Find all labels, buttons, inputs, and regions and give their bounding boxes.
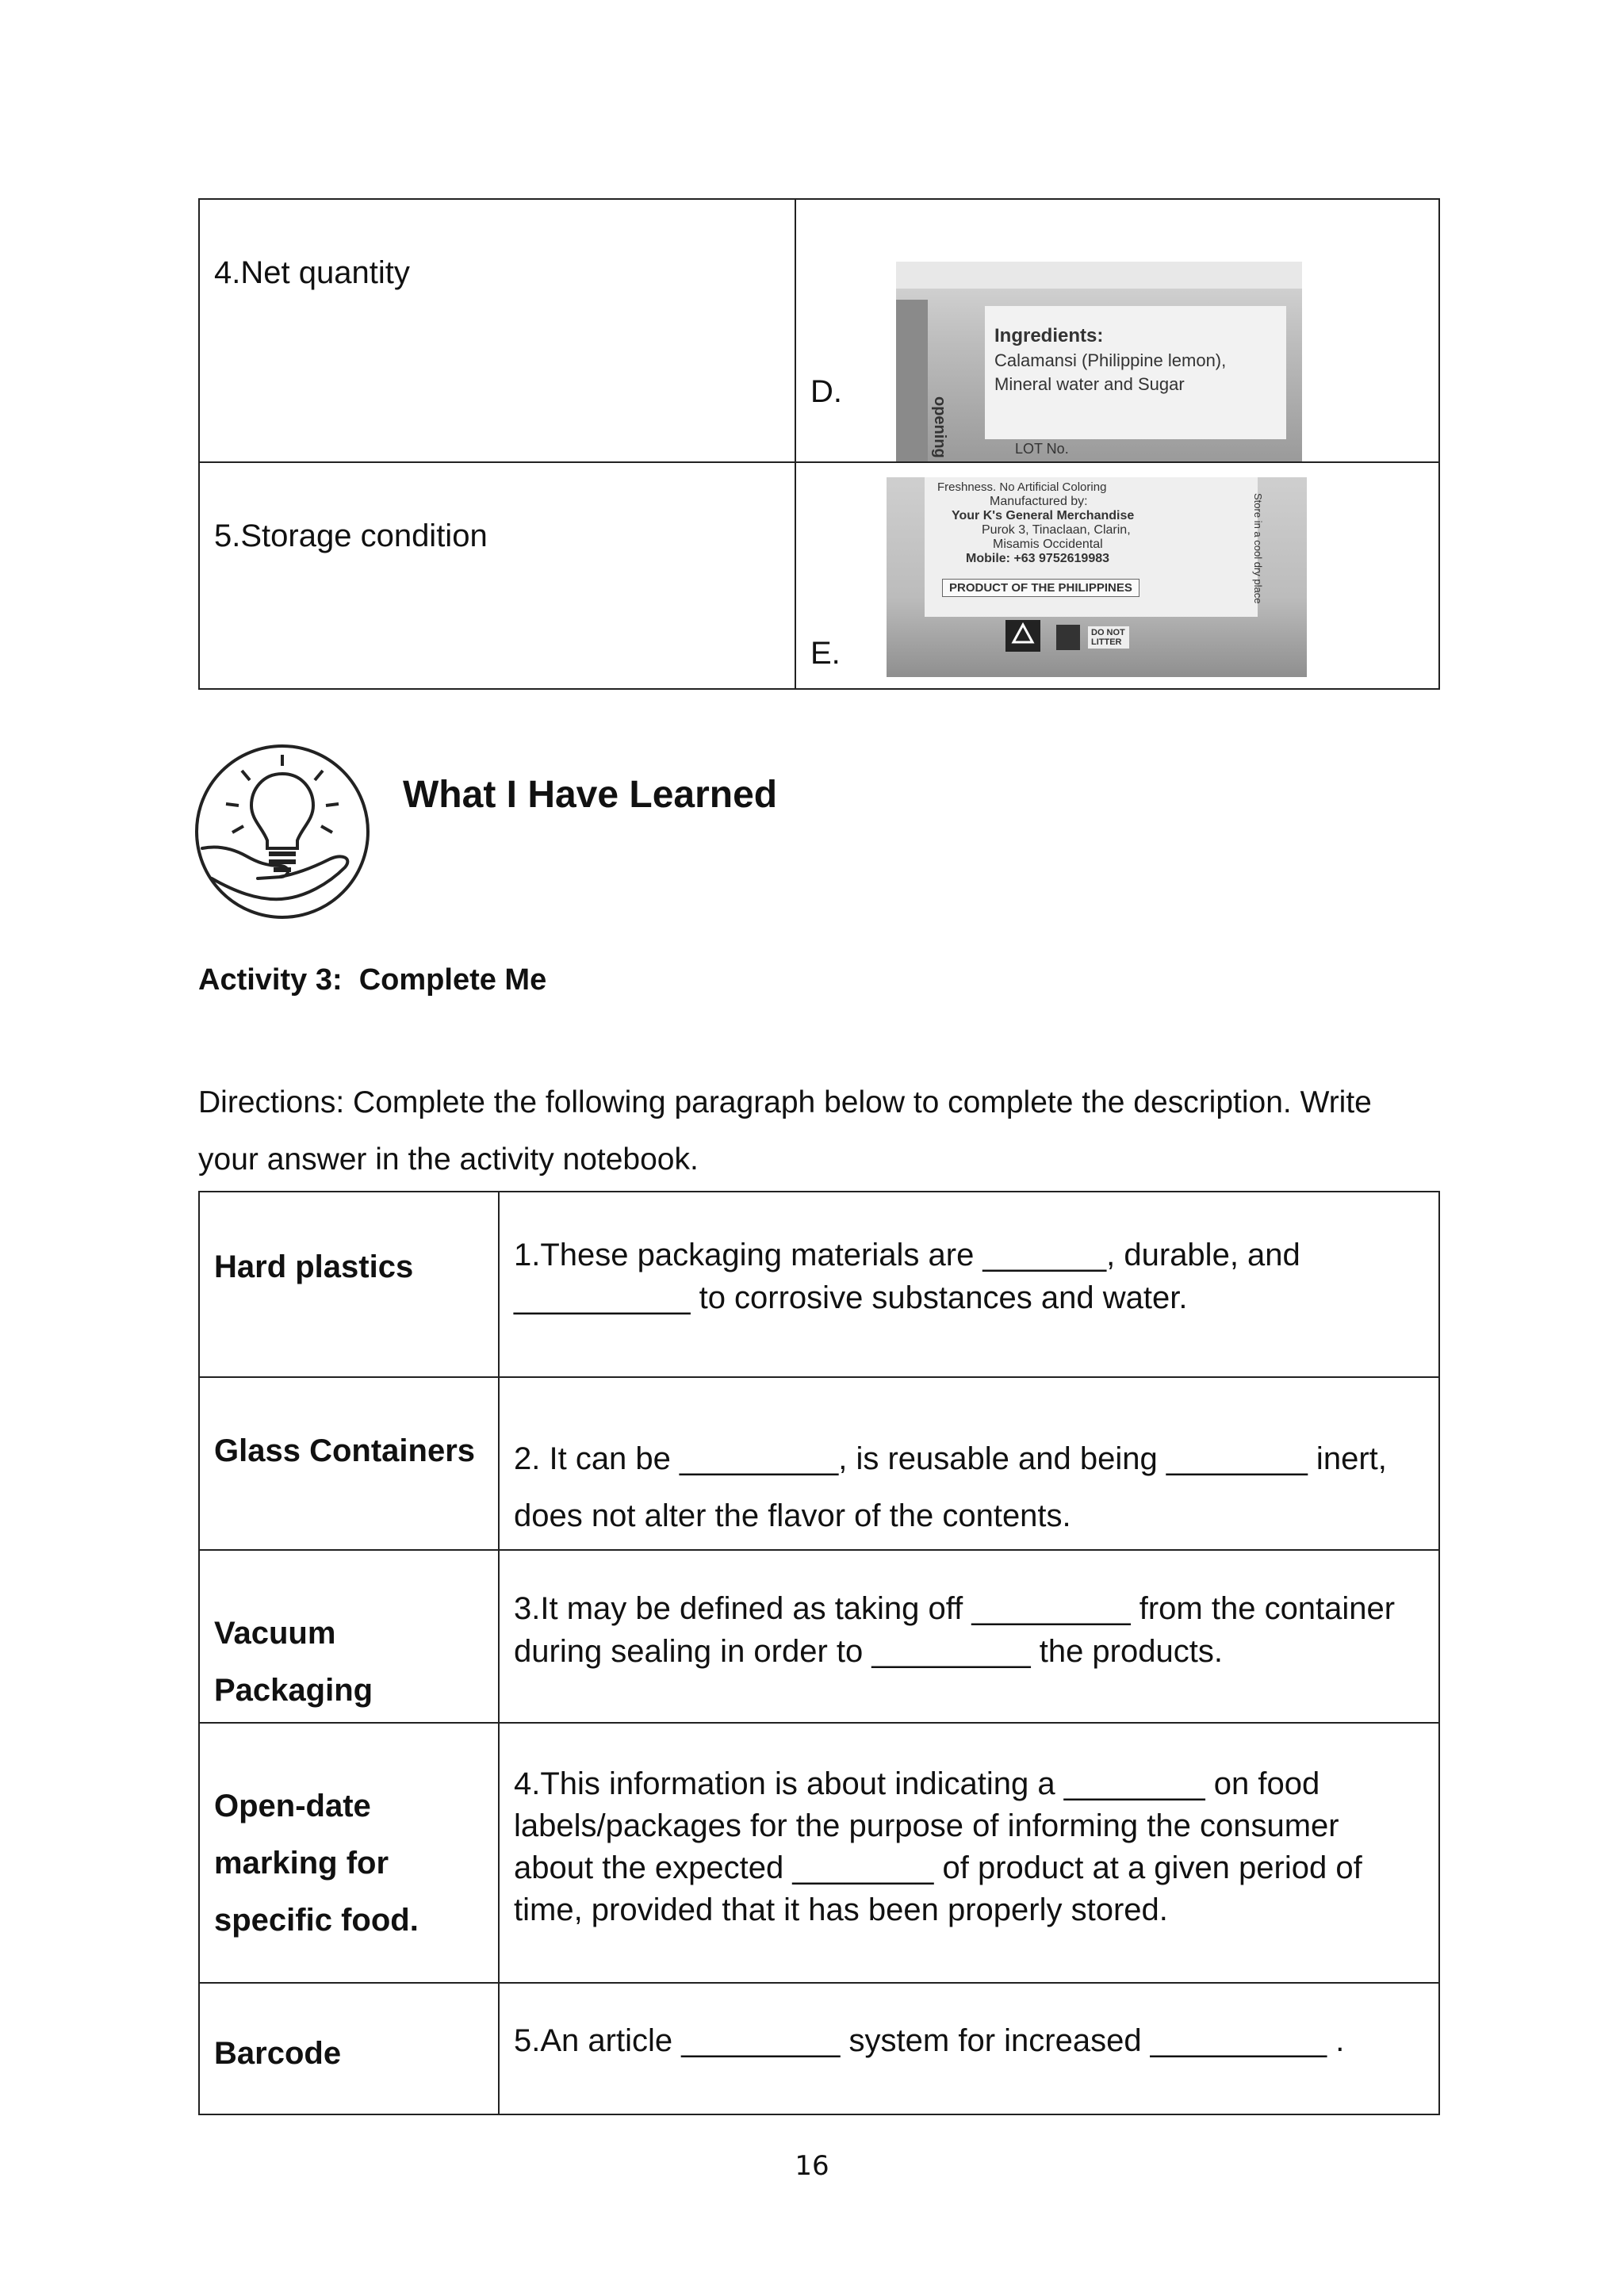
directions-text: Directions: Complete the following paragraph below to complete the description. Write your answer in the activity notebook. <box>198 1085 1372 1177</box>
table-row <box>199 1723 1439 1983</box>
table-row <box>199 1550 1439 1723</box>
complete-me-table <box>198 1191 1440 2115</box>
description-cell: 1.These packaging materials are _______, durable, and __________ to corrosive substances and water. <box>499 1192 1439 1377</box>
table-row <box>199 1377 1439 1550</box>
term-cell: Vacuum Packaging <box>199 1550 499 1723</box>
choice-letter: E. <box>810 636 841 671</box>
item-label: 4.Net quantity <box>214 255 410 290</box>
trash-bin-icon <box>1056 625 1080 650</box>
table-row <box>199 1983 1439 2114</box>
lightbulb-hand-icon <box>194 744 370 920</box>
term-cell: Hard plastics <box>199 1192 499 1377</box>
description-cell: 2. It can be _________, is reusable and being ________ inert, does not alter the flavor of the contents. <box>499 1377 1439 1550</box>
table-row <box>198 198 1440 463</box>
activity-title: Activity 3: Complete Me <box>198 963 547 997</box>
section-title: What I Have Learned <box>403 774 778 816</box>
item-label: 5.Storage condition <box>214 519 488 553</box>
term-cell: Barcode <box>199 1983 499 2114</box>
description-cell: 3.It may be defined as taking off _________ from the container during sealing in order to _________ the products. <box>499 1550 1439 1723</box>
term-cell: Open-date marking for specific food. <box>199 1723 499 1983</box>
description-cell: 4.This information is about indicating a ________ on food labels/packages for the purpose of informing the consumer about the expected ________ of product at a given period of time, provided that it has been properly stored. <box>499 1723 1439 1983</box>
table-row <box>199 1192 1439 1377</box>
description-cell: 5.An article _________ system for increased __________ . <box>499 1983 1439 2114</box>
term-cell: Glass Containers <box>199 1377 499 1550</box>
recycle-icon <box>1005 620 1040 652</box>
bottle-label-photo-manufacturer: Freshness. No Artificial Coloring Manufactured by: Your K's General Merchandise Purok 3, Tinaclaan, Clarin, Misamis Occidental Mobile: +63 9752619983 PRODUCT OF THE PHILIPPINES Store in a cool dry place DO NOT LITTER <box>887 477 1307 677</box>
page-number: 16 <box>795 2150 829 2182</box>
choice-letter: D. <box>810 374 842 409</box>
bottle-label-photo-ingredients: opening Ingredients: Calamansi (Philippine lemon), Mineral water and Sugar LOT No. <box>896 262 1302 463</box>
label-matching-table <box>198 198 1440 690</box>
table-row <box>198 461 1440 690</box>
